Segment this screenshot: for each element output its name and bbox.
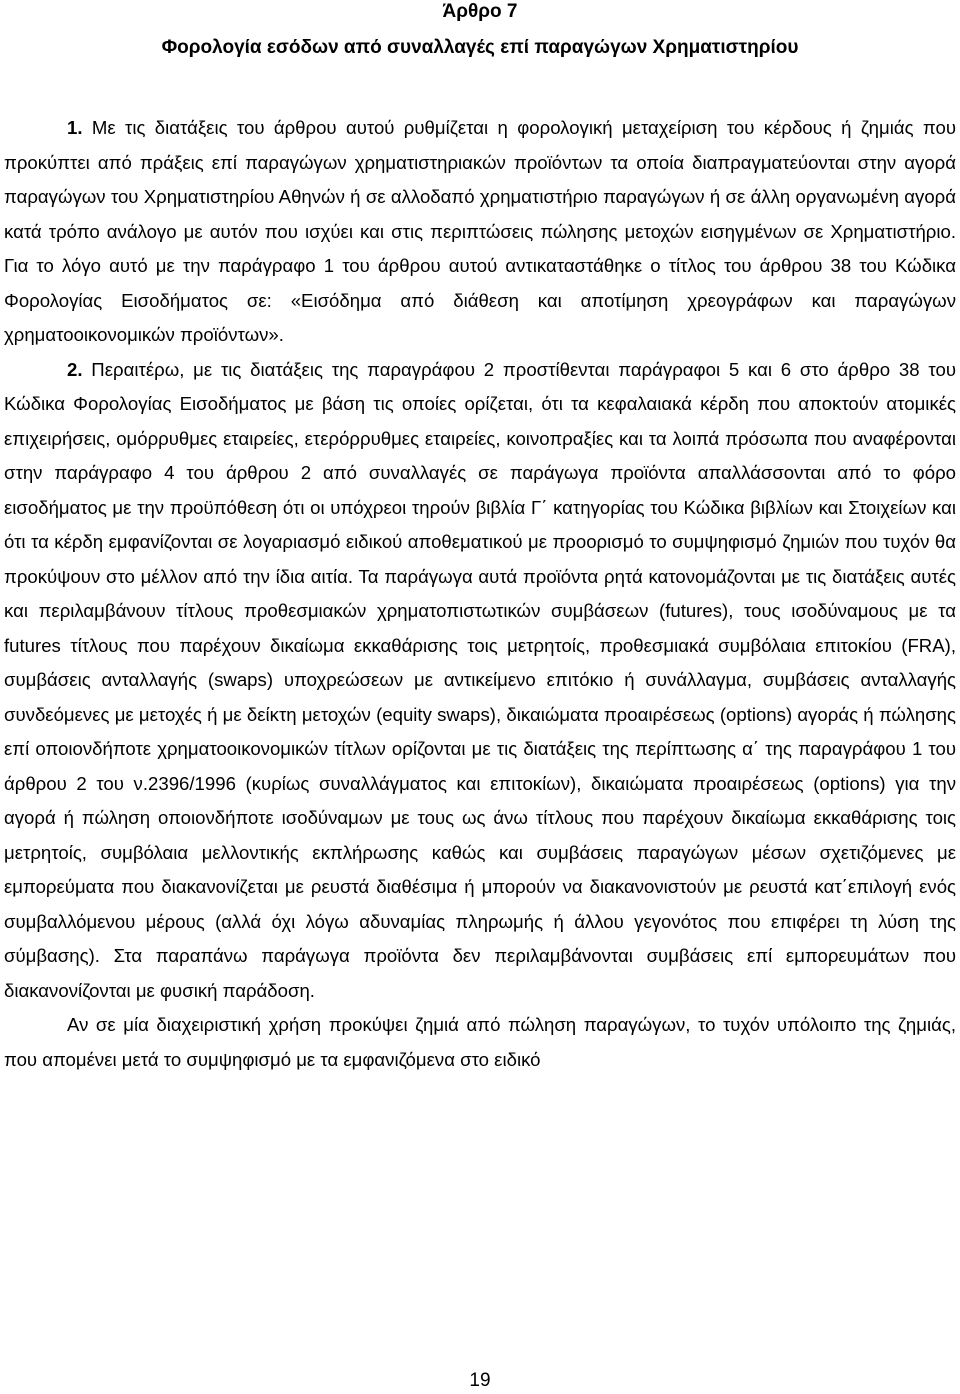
paragraph-number: 1. — [67, 117, 83, 138]
paragraph-number: 2. — [67, 358, 83, 380]
paragraph-text: Με τις διατάξεις του άρθρου αυτού ρυθμίζεται η φορολογική μεταχείριση του κέρδους ή ζημιάς που προκύπτει από πράξεις επί παραγώγων χρηματιστηριακών προϊόντων τα οποία διαπραγματεύονται στην αγορά παραγώγων του Χρηματιστηρίου Αθηνών ή σε αλλοδαπό χρηματιστήριο παραγώγων ή σε άλλη οργανωμένη αγορά κατά τρόπο ανάλογο με αυτόν που ισχύει και στις περιπτώσεις πώλησης μετοχών εισηγμένων σε Χρηματιστήριο. Για το λόγο αυτό με την παράγραφο 1 του άρθρου αυτού αντικαταστάθηκε ο τίτλος του άρθρου 38 του Κώδικα Φορολογίας Εισοδήματος σε: «Εισόδημα από διάθεση και αποτίμηση χρεογράφων και παραγώγων χρηματοοικονομικών προϊόντων». — [4, 117, 956, 345]
page-number: 19 — [469, 1370, 491, 1391]
paragraph-1 — [4, 111, 956, 353]
paragraph-text: Αν σε μία διαχειριστική χρήση προκύψει ζημιά από πώληση παραγώγων, το τυχόν υπόλοιπο της ζημιάς, που απομένει μετά το συμψηφισμό με τα εμφανιζόμενα στο ειδικό — [4, 1014, 956, 1070]
paragraph-3 — [4, 1008, 956, 1077]
article-number: Άρθρο 7 — [442, 1, 518, 22]
paragraph-2 — [4, 353, 956, 1009]
document-page — [4, 0, 956, 1394]
article-title: Φορολογία εσόδων από συναλλαγές επί παραγώγων Χρηματιστηρίου — [161, 37, 799, 58]
article-body — [4, 111, 956, 1077]
paragraph-text: Περαιτέρω, με τις διατάξεις της παραγράφου 2 προστίθενται παράγραφοι 5 και 6 στο άρθρο 38 του Κώδικα Φορολογίας Εισοδήματος με βάση τις οποίες ορίζεται, ότι τα κεφαλαιακά κέρδη που αποκτούν ατομικές επιχειρήσεις, ομόρρυθμες εταιρείες, ετερόρρυθμες εταιρείες, κοινοπραξίες και τα λοιπά πρόσωπα που αναφέρονται στην παράγραφο 4 του άρθρου 2 από συναλλαγές σε παράγωγα προϊόντα απαλλάσσονται από το φόρο εισοδήματος με την προϋπόθεση ότι οι υπόχρεοι τηρούν βιβλία Γ΄ κατηγορίας του Κώδικα βιβλίων και Στοιχείων και ότι τα κέρδη εμφανίζονται σε λογαριασμό ειδικού αποθεματικού με προορισμό το συμψηφισμό ζημιών που τυχόν θα προκύψουν στο μέλλον από την ίδια αιτία. Τα παράγωγα αυτά προϊόντα ρητά κατονομάζονται με τις διατάξεις αυτές και περιλαμβάνουν τίτλους προθεσμιακών χρηματοπιστωτικών συμβάσεων (futures), τους ισοδύναμους με τα futures τίτλους που παρέχουν δικαίωμα εκκαθάρισης τοις μετρητοίς, προθεσμιακά συμβόλαια επιτοκίου (FRA), συμβάσεις ανταλλαγής (swaps) υποχρεώσεων με αντικείμενο επιτόκιο ή συνάλλαγμα, συμβάσεις ανταλλαγής συνδεόμενες με μετοχές ή με δείκτη μετοχών (equity swaps), δικαιώματα προαιρέσεως (options) αγοράς ή πώλησης επί οποιονδήποτε χρηματοοικονομικών τίτλων ορίζονται με τις διατάξεις της περίπτωσης α΄ της παραγράφου 1 του άρθρου 2 του ν.2396/1996 (κυρίως συναλλάγματος και επιτοκίων), δικαιώματα προαιρέσεως (options) για την αγορά ή πώληση οποιονδήποτε ισοδύναμων με τους ως άνω τίτλους που παρέχουν δικαίωμα εκκαθάρισης τοις μετρητοίς, συμβόλαια μελλοντικής εκπλήρωσης καθώς και συμβάσεις παραγώγων μέσων σχετιζόμενες με εμπορεύματα που διακανονίζεται με ρευστά διαθέσιμα ή μπορούν να διακανονιστούν με ρευστά κατ΄επιλογή ενός συμβαλλόμενου μέρους (αλλά όχι λόγω αδυναμίας πληρωμής ή άλλου γεγονότος που επιφέρει τη λύση της σύμβασης). Στα παραπάνω παράγωγα προϊόντα δεν περιλαμβάνονται συμβάσεις επί εμπορευμάτων που διακανονίζονται με φυσική παράδοση. — [4, 358, 956, 1001]
